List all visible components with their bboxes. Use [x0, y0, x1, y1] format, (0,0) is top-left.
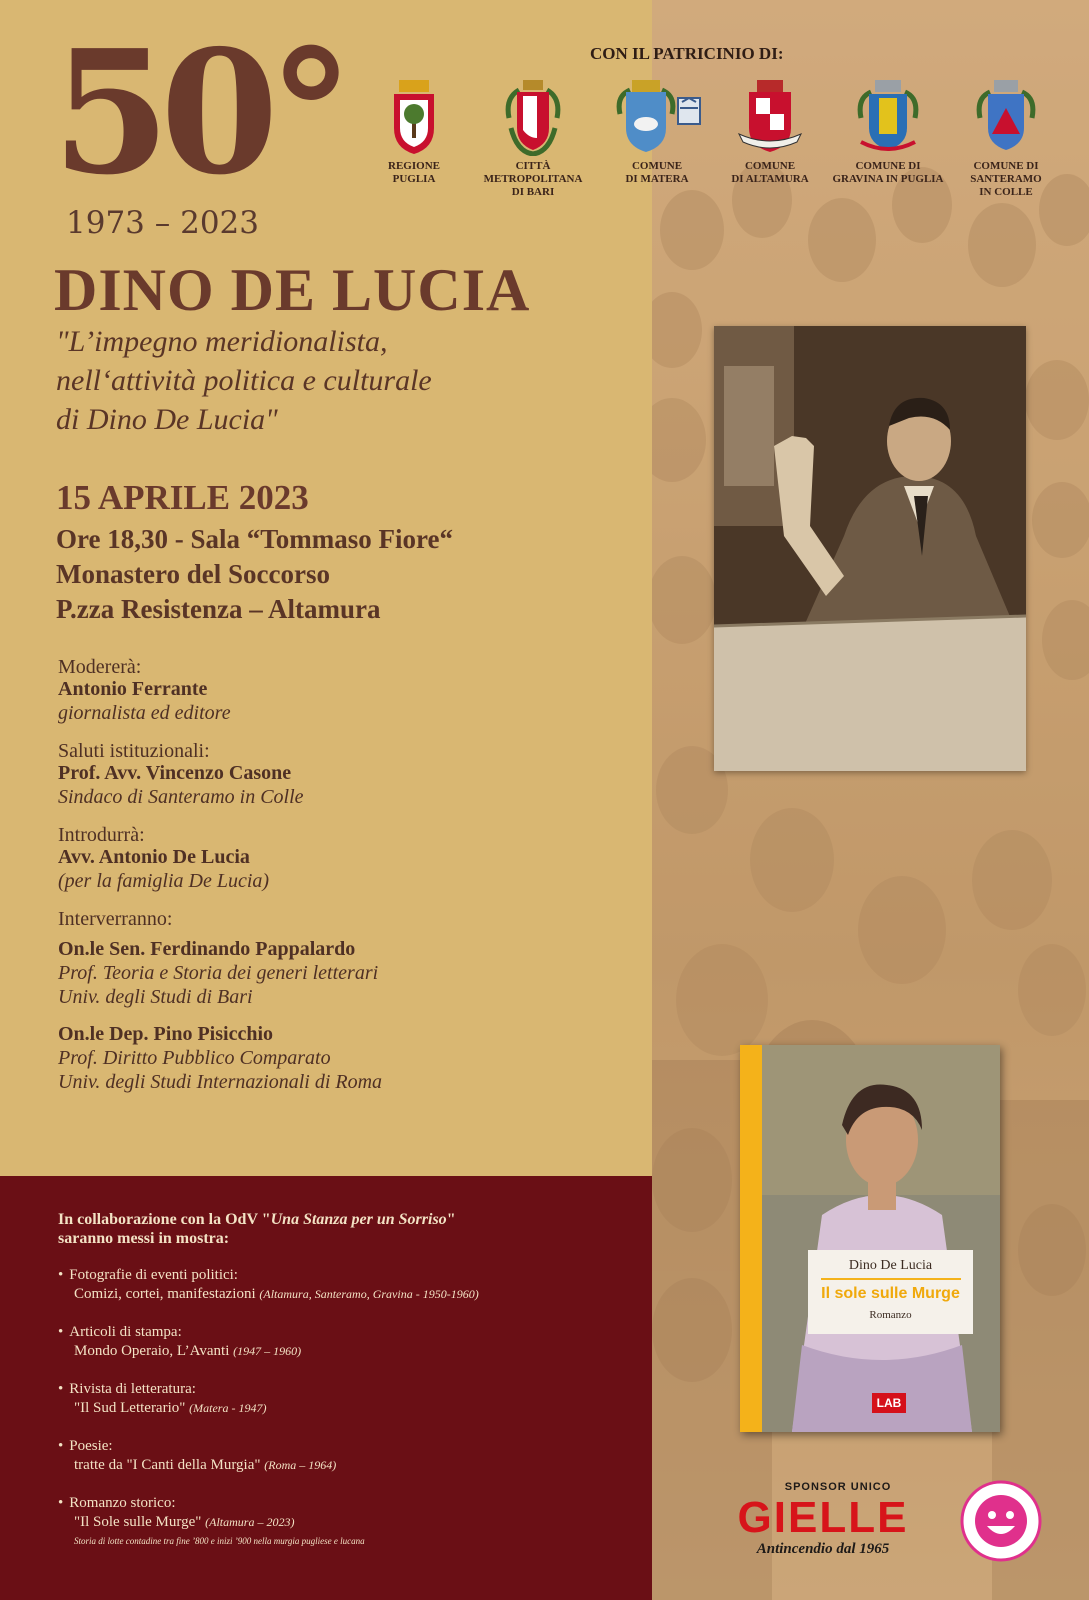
venue-line: Monastero del Soccorso: [56, 559, 330, 589]
exhibit-category: • Romanzo storico:: [58, 1494, 638, 1513]
patron-logo: [354, 78, 474, 186]
exhibit-detail: Mondo Operaio, L’Avanti (1947 – 1960): [74, 1343, 302, 1359]
patron-logo: [946, 78, 1066, 199]
intro-block: [58, 824, 618, 893]
logo-caption: REGIONE PUGLIA: [388, 160, 440, 185]
exhibit-category: • Rivista di letteratura:: [58, 1380, 638, 1399]
speaker-description: Univ. degli Studi di Bari: [58, 986, 253, 1008]
sponsor-tagline: Antincendio dal 1965: [756, 1541, 890, 1557]
logo-caption: COMUNE DI SANTERAMO IN COLLE: [970, 160, 1042, 198]
sponsor-label: SPONSOR UNICO: [784, 1481, 892, 1493]
exhibit-detail: tratte da "I Canti della Murgia" (Roma – 1964): [74, 1457, 337, 1473]
speaker-role: Modererà:: [58, 656, 142, 678]
exhibit-category: • Articoli di stampa:: [58, 1323, 638, 1342]
greetings-block: [58, 740, 618, 809]
collaboration-intro: [58, 1210, 618, 1248]
comune-gravina-crest-icon: [853, 78, 923, 156]
speaker-description: Sindaco di Santeramo in Colle: [58, 786, 304, 808]
anniversary-number: 50°: [52, 13, 344, 213]
event-date: 15 APRILE 2023: [56, 478, 309, 517]
sponsor-logo: GIELLE: [737, 1493, 909, 1542]
speakers-list: [58, 656, 618, 1109]
speaker-name: On.le Dep. Pino Pisicchio: [58, 1023, 273, 1045]
patron-logo: [710, 78, 830, 186]
speaker-name: Prof. Avv. Vincenzo Casone: [58, 762, 292, 784]
main-title: DINO DE LUCIA: [54, 257, 531, 323]
speaker-description: Prof. Teoria e Storia dei generi letterari: [58, 962, 379, 984]
moderator-block: [58, 656, 618, 725]
book-painting: [762, 1045, 1000, 1432]
speaker-name: Avv. Antonio De Lucia: [58, 846, 250, 868]
speaker-description: giornalista ed editore: [58, 702, 231, 724]
book-title: Il sole sulle Murge: [821, 1285, 960, 1302]
exhibition-list: [58, 1266, 638, 1566]
speaker-role: Saluti istituzionali:: [58, 740, 210, 762]
list-item: [58, 1494, 638, 1547]
list-item: [58, 1266, 638, 1304]
exhibit-detail: Comizi, cortei, manifestazioni (Altamura, Santeramo, Gravina - 1950-1960): [74, 1286, 479, 1302]
logo-caption: COMUNE DI MATERA: [625, 160, 689, 185]
logo-caption: COMUNE DI GRAVINA IN PUGLIA: [832, 160, 944, 185]
anniversary-years: 1973 – 2023: [66, 205, 259, 241]
book-genre: Romanzo: [869, 1309, 912, 1321]
patron-logo: [597, 78, 717, 186]
exhibit-detail: "Il Sole sulle Murge" (Altamura – 2023): [74, 1514, 295, 1530]
speaker-name: Antonio Ferrante: [58, 678, 208, 700]
comune-matera-crest-icon: [612, 78, 702, 156]
event-subtitle: [56, 322, 576, 439]
book-author: Dino De Lucia: [848, 1258, 933, 1273]
speaker-role: Introdurrà:: [58, 824, 145, 846]
exhibit-category: • Poesie:: [58, 1437, 638, 1456]
speaker-name: On.le Sen. Ferdinando Pappalardo: [58, 938, 356, 960]
speaker-description: Prof. Diritto Pubblico Comparato: [58, 1047, 331, 1069]
comune-altamura-crest-icon: [735, 78, 805, 156]
regione-puglia-crest-icon: [389, 78, 439, 156]
subtitle-line: nell‘attività politica e culturale: [56, 364, 432, 397]
book-divider: [821, 1278, 961, 1280]
book-cover: [740, 1045, 1000, 1432]
patronage-title: CON IL PATRICINIO DI:: [590, 44, 784, 63]
odv-smiley-badge-icon: [960, 1480, 1042, 1562]
collaboration-line: In collaborazione con la OdV "Una Stanza per un Sorriso": [58, 1211, 456, 1228]
event-venue: [56, 522, 453, 627]
subtitle-line: "L’impegno meridionalista,: [56, 325, 388, 358]
logo-caption: CITTÀ METROPOLITANA DI BARI: [483, 160, 583, 198]
speaker-description: Univ. degli Studi Internazionali di Roma: [58, 1071, 383, 1093]
book-publisher-logo: LAB: [872, 1393, 906, 1413]
speaker-description: (per la famiglia De Lucia): [58, 870, 270, 892]
book-title-label: [808, 1250, 973, 1334]
exhibit-footnote: Storia di lotte contadine tra fine ’800 e inizi ’900 nella murgia pugliese e lucana: [74, 1536, 365, 1546]
organization-name: Una Stanza per un Sorriso: [270, 1211, 447, 1228]
venue-line: P.zza Resistenza – Altamura: [56, 594, 381, 624]
subtitle-line: di Dino De Lucia": [56, 403, 278, 436]
citta-metropolitana-bari-crest-icon: [501, 78, 565, 156]
comune-santeramo-crest-icon: [974, 78, 1038, 156]
speaker-photo: [714, 326, 1026, 771]
exhibit-category: • Fotografie di eventi politici:: [58, 1266, 638, 1285]
list-item: [58, 1380, 638, 1418]
list-item: [58, 1323, 638, 1361]
logo-caption: COMUNE DI ALTAMURA: [731, 160, 809, 185]
patron-logo: [828, 78, 948, 186]
patron-logo: [473, 78, 593, 199]
exhibit-detail: "Il Sud Letterario" (Matera - 1947): [74, 1400, 267, 1416]
book-spine: [740, 1045, 762, 1432]
collaboration-line: saranno messi in mostra:: [58, 1230, 230, 1247]
speaker-role: Interverranno:: [58, 908, 173, 930]
list-item: [58, 1437, 638, 1475]
panel-block: [58, 908, 618, 1094]
venue-line: Ore 18,30 - Sala “Tommaso Fiore“: [56, 524, 453, 554]
